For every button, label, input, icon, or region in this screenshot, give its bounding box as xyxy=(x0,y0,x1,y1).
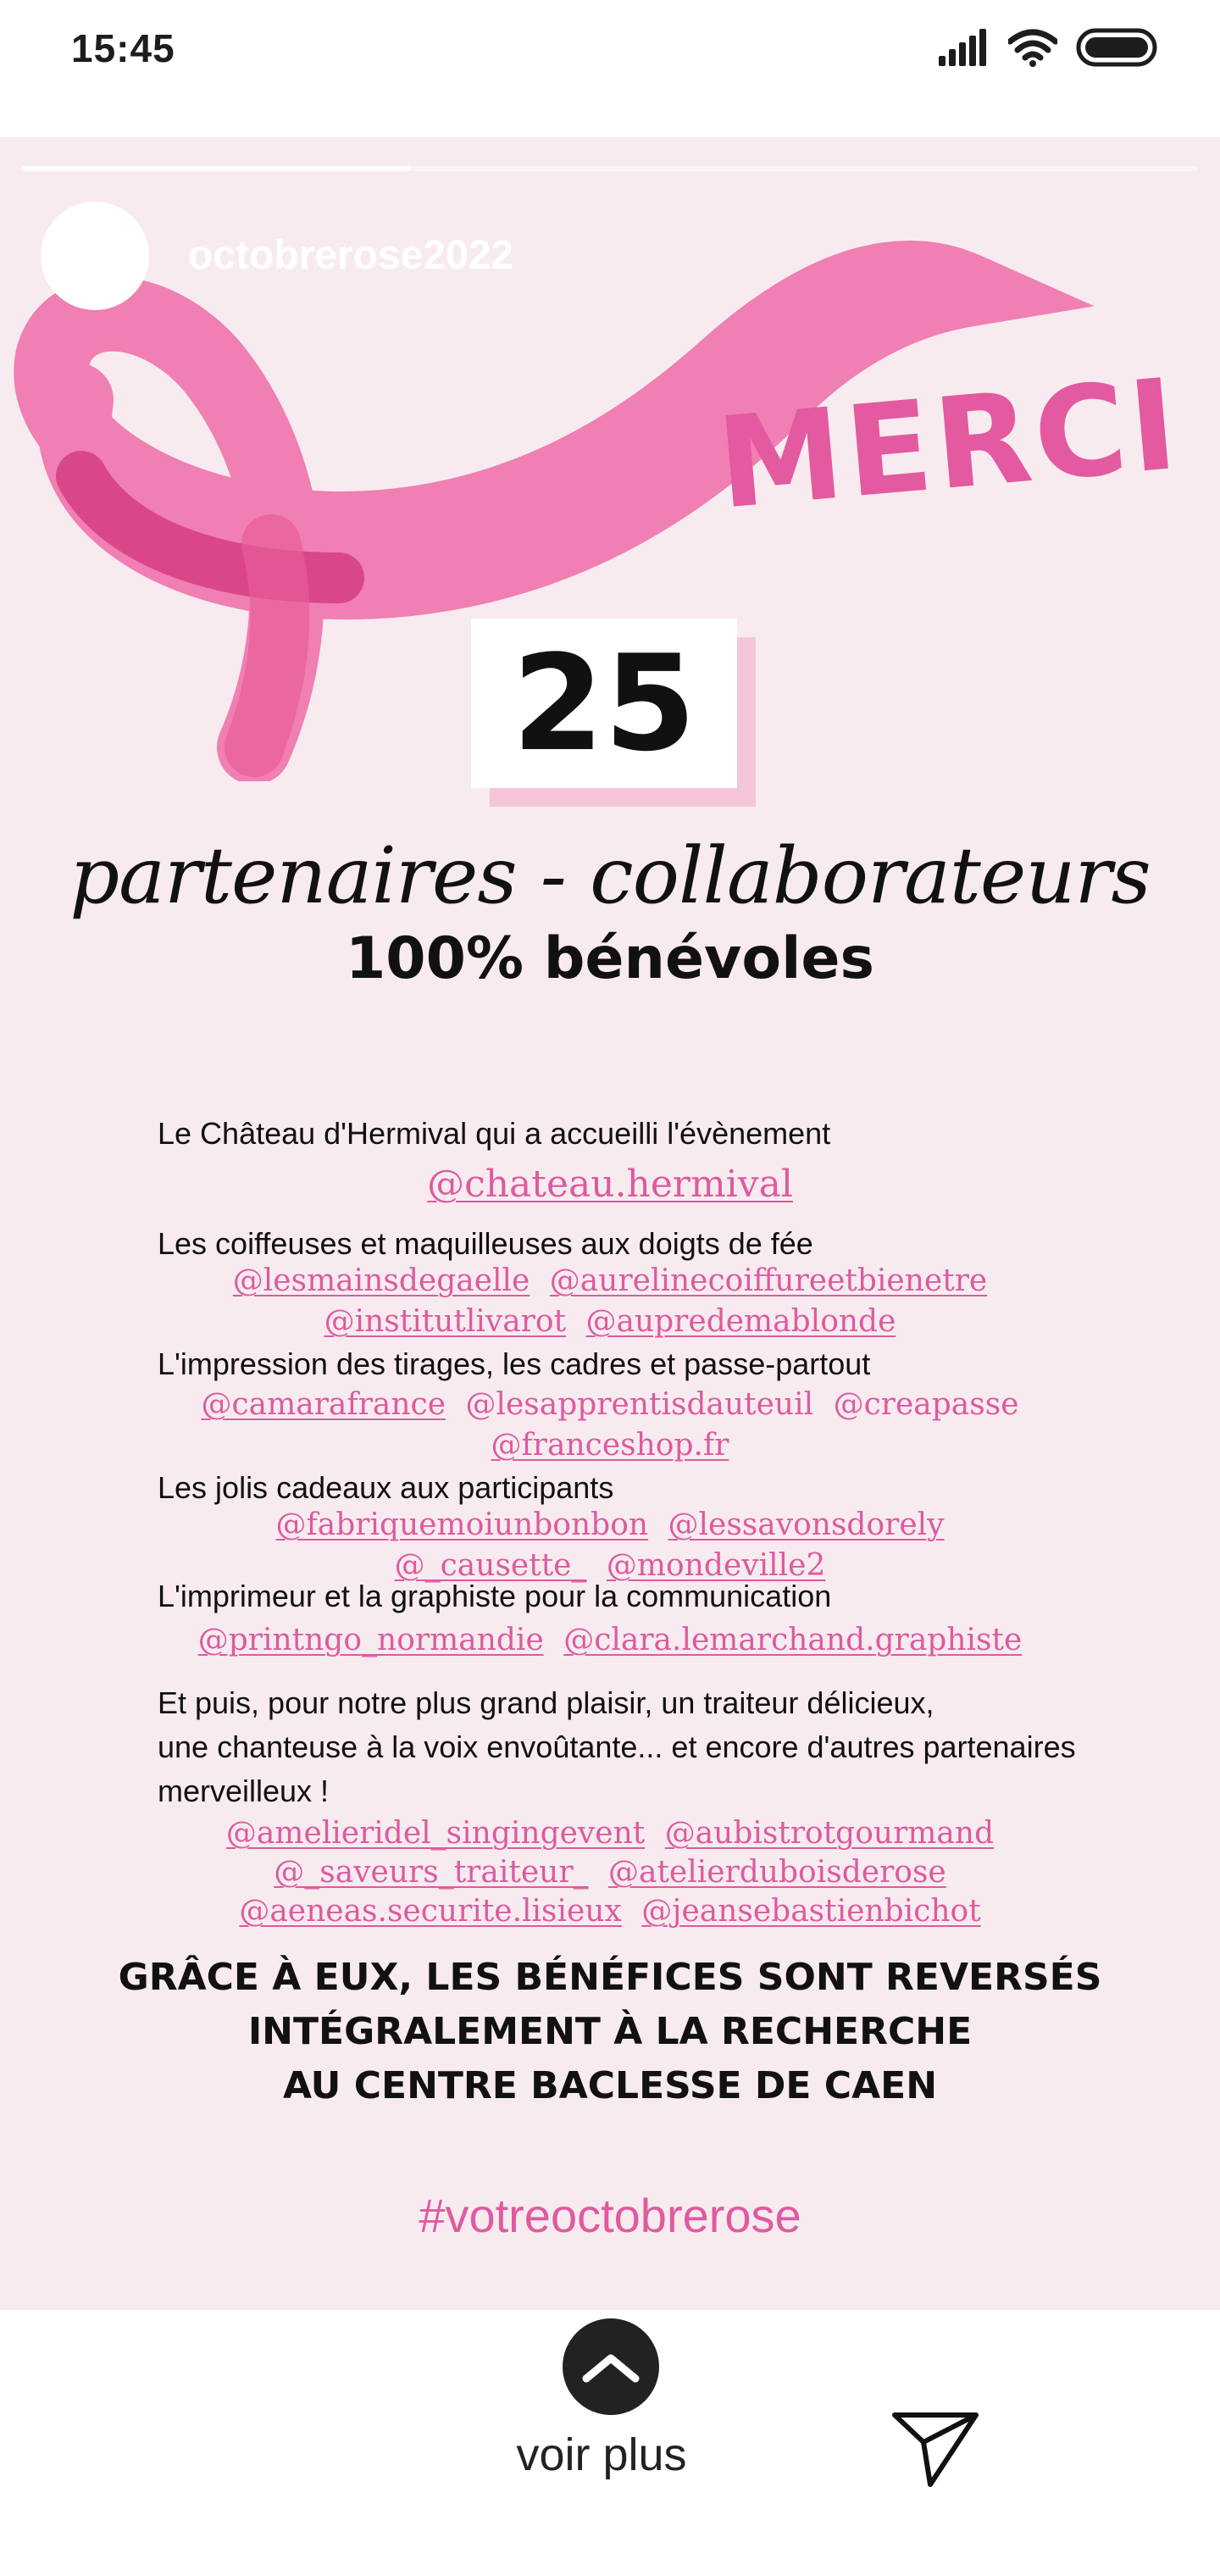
benefits-line: INTÉGRALEMENT À LA RECHERCHE xyxy=(247,2010,973,2053)
handle-link[interactable]: @_saveurs_traiteur_ xyxy=(274,1855,589,1890)
section-imprimeur-text: L'imprimeur et la graphiste pour la communication xyxy=(158,1579,832,1613)
handle-link[interactable]: @creapasse xyxy=(833,1387,1019,1422)
handle-link[interactable]: @fabriquemoiunbonbon xyxy=(275,1507,649,1542)
avatar[interactable] xyxy=(41,202,149,310)
section-coiffeuses-text: Les coiffeuses et maquilleuses aux doigts de fée xyxy=(158,1226,813,1261)
status-time: 15:45 xyxy=(71,26,175,70)
handle-link[interactable]: @lessavonsdorely xyxy=(668,1507,945,1542)
send-icon[interactable] xyxy=(891,2408,979,2490)
handles-row xyxy=(0,1852,1220,1893)
section-traiteur-line-3: merveilleux ! xyxy=(158,1774,330,1808)
handle-link[interactable]: @chateau.hermival xyxy=(427,1163,793,1206)
story-progress-bar xyxy=(22,166,1198,171)
handles-row xyxy=(0,1261,1220,1302)
handle-link[interactable]: @franceshop.fr xyxy=(491,1428,729,1463)
handle-link[interactable]: @amelieridel_singingevent xyxy=(225,1816,646,1851)
handles-row xyxy=(0,1425,1220,1466)
voir-plus-button[interactable] xyxy=(563,2318,659,2415)
benevoles-heading: 100% bénévoles xyxy=(345,925,875,992)
section-traiteur-line-1: Et puis, pour notre plus grand plaisir, un traiteur délicieux, xyxy=(158,1685,934,1720)
section-traiteur-line-2: une chanteuse à la voix envoûtante... et encore d'autres partenaires xyxy=(158,1729,1076,1764)
handles-row xyxy=(0,1385,1220,1425)
story-username[interactable]: octobrerose2022 xyxy=(188,233,514,278)
handle-link[interactable]: @institutlivarot xyxy=(324,1304,567,1339)
benefits-statement xyxy=(0,1951,1220,2113)
chevron-up-icon xyxy=(581,2350,640,2384)
handle-link[interactable]: @lesapprentisdauteuil xyxy=(465,1387,814,1422)
handle-link[interactable]: @mondeville2 xyxy=(606,1548,826,1583)
handle-link[interactable]: @camarafrance xyxy=(201,1387,446,1422)
story-viewer[interactable] xyxy=(0,137,1220,2310)
merci-title: MERCI xyxy=(712,351,1186,537)
handles-row xyxy=(0,1164,1220,1205)
story-progress-fill xyxy=(22,166,410,171)
handle-link[interactable]: @aupredemablonde xyxy=(585,1304,896,1339)
handle-link[interactable]: @aurelinecoiffureetbienetre xyxy=(549,1263,988,1298)
handles-row xyxy=(0,1891,1220,1932)
benefits-line: GRÂCE À EUX, LES BÉNÉFICES SONT REVERSÉS xyxy=(118,1956,1102,1999)
voir-plus-label[interactable]: voir plus xyxy=(516,2429,687,2480)
handle-link[interactable]: @clara.lemarchand.graphiste xyxy=(563,1623,1023,1657)
handles-row xyxy=(0,1505,1220,1546)
benefits-line: AU CENTRE BACLESSE DE CAEN xyxy=(282,2064,938,2107)
section-chateau-text: Le Château d'Hermival qui a accueilli l'évènement xyxy=(158,1116,831,1151)
count-box xyxy=(471,619,737,788)
signal-icon xyxy=(939,29,990,66)
handles-row xyxy=(0,1302,1220,1342)
status-bar xyxy=(0,0,1220,137)
handle-link[interactable]: @_causette_ xyxy=(394,1548,587,1583)
bottom-bar xyxy=(0,2310,1220,2576)
handle-link[interactable]: @jeansebastienbichot xyxy=(641,1894,981,1929)
section-cadeaux-text: Les jolis cadeaux aux participants xyxy=(158,1470,614,1505)
handle-link[interactable]: @lesmainsdegaelle xyxy=(232,1263,530,1298)
handle-link[interactable]: @aeneas.securite.lisieux xyxy=(239,1894,622,1929)
wifi-icon xyxy=(1008,28,1057,67)
handles-row xyxy=(0,1813,1220,1854)
battery-icon xyxy=(1076,28,1157,67)
handles-row xyxy=(0,1620,1220,1661)
script-title: partenaires - collaborateurs xyxy=(69,830,1151,921)
handle-link[interactable]: @printngo_normandie xyxy=(197,1623,544,1657)
partner-count: 25 xyxy=(512,626,696,780)
handle-link[interactable]: @atelierduboisderose xyxy=(608,1855,946,1890)
status-icons xyxy=(939,25,1157,69)
hashtag[interactable]: #votreoctobrerose xyxy=(419,2189,801,2242)
handle-link[interactable]: @aubistrotgourmand xyxy=(664,1816,995,1851)
section-impression-text: L'impression des tirages, les cadres et passe-partout xyxy=(158,1346,871,1381)
